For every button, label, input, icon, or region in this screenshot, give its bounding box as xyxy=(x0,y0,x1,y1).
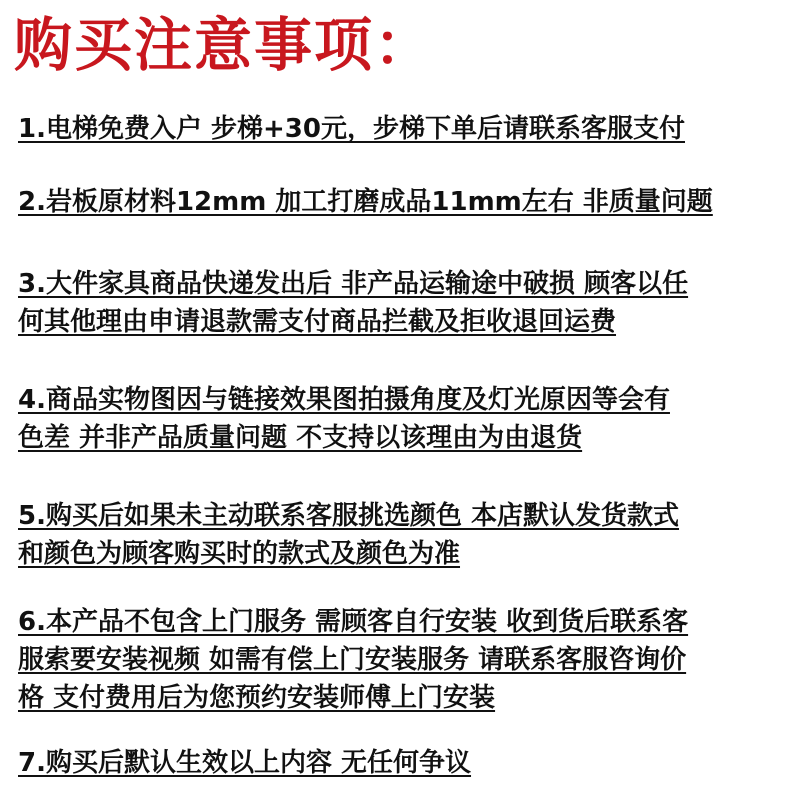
notice-line: 格 支付费用后为您预约安装师傅上门安装 xyxy=(18,683,496,713)
notice-line: 色差 并非产品质量问题 不支持以该理由为由退货 xyxy=(18,423,583,453)
notice-item-2 xyxy=(18,183,788,221)
notice-item-5 xyxy=(18,497,788,573)
notice-line: 和颜色为顾客购买时的款式及颜色为准 xyxy=(18,539,461,569)
notice-line: 4.商品实物图因与链接效果图拍摄角度及灯光原因等会有 xyxy=(18,385,670,415)
notice-line: 何其他理由申请退款需支付商品拦截及拒收退回运费 xyxy=(18,307,617,337)
page-title: 购买注意事项： xyxy=(14,11,435,79)
notice-item-6 xyxy=(18,603,788,717)
notice-line: 2.岩板原材料12mm 加工打磨成品11mm左右 非质量问题 xyxy=(18,187,713,217)
notice-item-1 xyxy=(18,110,788,148)
notice-line: 1.电梯免费入户 步梯+30元，步梯下单后请联系客服支付 xyxy=(18,114,685,144)
notice-line: 5.购买后如果未主动联系客服挑选颜色 本店默认发货款式 xyxy=(18,501,680,531)
notice-item-7 xyxy=(18,744,788,782)
notice-line: 6.本产品不包含上门服务 需顾客自行安装 收到货后联系客 xyxy=(18,607,689,637)
notice-line: 服索要安装视频 如需有偿上门安装服务 请联系客服咨询价 xyxy=(18,645,687,675)
notice-line: 7.购买后默认生效以上内容 无任何争议 xyxy=(18,748,472,778)
notice-item-4 xyxy=(18,381,788,457)
notice-item-3 xyxy=(18,265,788,341)
notice-line: 3.大件家具商品快递发出后 非产品运输途中破损 顾客以任 xyxy=(18,269,689,299)
